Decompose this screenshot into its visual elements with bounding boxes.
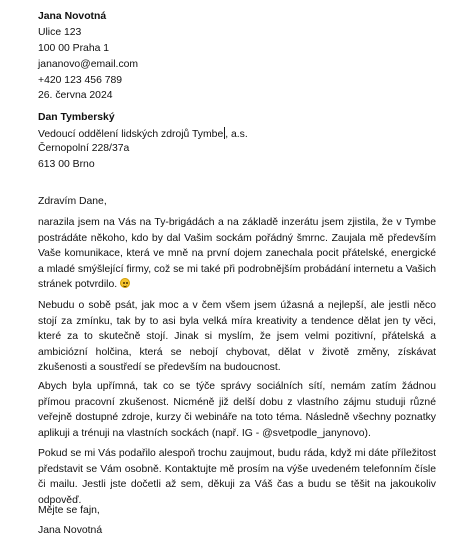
sender-city: 100 00 Praha 1 — [38, 43, 110, 54]
signature: Jana Novotná — [38, 525, 103, 536]
paragraph-4: Pokud se mi Vás podařilo alespoň trochu zaujmout, budu ráda, když mi dáte příležitost představit se Vám osobně. Kontaktujte mě prosím na výše uvedeném telefonním čísle či mailu. Jestli jste dočetli až sem, děkuji za Váš čas a budu se těšit na jakoukoliv odpověď. — [38, 448, 436, 506]
greeting: Zdravím Dane, — [38, 196, 107, 207]
sender-name: Jana Novotná — [38, 11, 107, 22]
recipient-position-start: Vedoucí oddělení lidských zdrojů Tymbe — [38, 129, 224, 140]
letter-date: 26. června 2024 — [38, 90, 113, 101]
closing: Mějte se fajn, — [38, 505, 100, 516]
paragraph-3: Abych byla upřímná, tak co se týče správy sociálních sítí, nemám zatím žádnou přímou pracovní zkušenost. Nicméně již delší dobu z vlastního zájmu studuji různé veřejně dostupné zdroje, kurzy či webináře na toto téma. Následně všechny poznatky aplikuji a trénuji na vlastních sockách (např. IG - @svetpodle_janynovo). — [38, 381, 436, 439]
sender-street: Ulice 123 — [38, 27, 82, 38]
sender-phone: +420 123 456 789 — [38, 75, 123, 86]
paragraph-1-text: narazila jsem na Vás na Ty-brigádách a na základě inzerátu jsem zjistila, že v Tymbe postrádáte někoho, kdo by dal Vašim sockám pořádný šmrnc. Zaujala mě především Vaše komunikace, která ve mně na první dojem zanechala pocit přátelské, energické a mladé smýšlející firmy, což se mi také při podrobnějším probádání internetu a Vašich stránek potvrdilo. — [38, 217, 436, 291]
recipient-city: 613 00 Brno — [38, 159, 95, 170]
recipient-street: Černopolní 228/37a — [38, 143, 130, 154]
recipient-position — [38, 127, 248, 141]
paragraph-1 — [38, 215, 436, 293]
recipient-name: Dan Tymberský — [38, 112, 115, 123]
recipient-position-end: , a.s. — [225, 129, 248, 140]
sender-email: jananovo@email.com — [38, 59, 139, 70]
grinning-face-emoji-icon — [120, 278, 130, 288]
paragraph-2: Nebudu o sobě psát, jak moc a v čem všem jsem úžasná a nejlepší, ale jestli něco stojí za zmínku, tak by to asi byla velká míra kreativity a tendence dělat jen ty věci, které za to skutečně stojí. Jinak si myslím, že jsem velmi pozitivní, přátelská a ambiciózní holčina, která se nebojí chybovat, dělat v životě změny, získávat zkušenosti a soustředí se především na budoucnost. — [38, 300, 436, 374]
